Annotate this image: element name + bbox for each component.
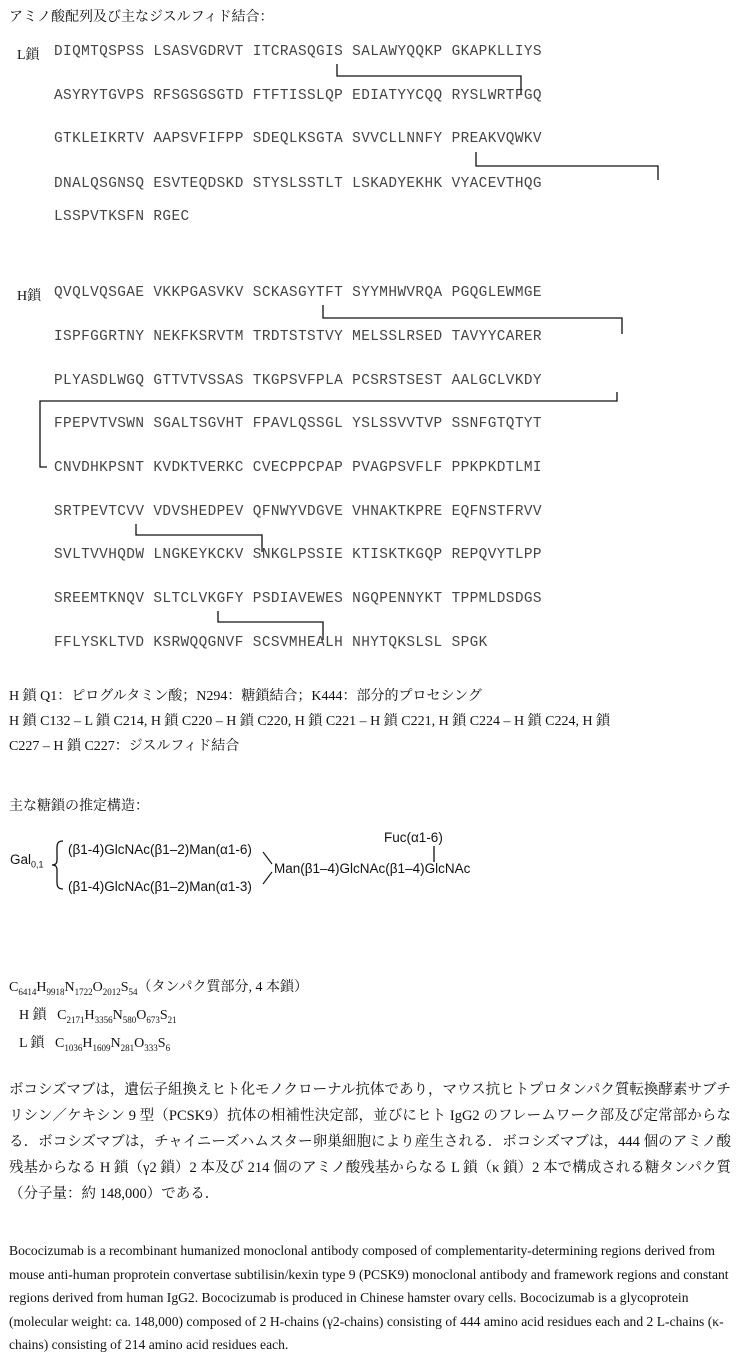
molecular-formula (9, 976, 308, 1059)
l-chain-line-3: GTKLEIKRTV AAPSVFIFPP SDEQLKSGTA SVVCLLNNFY PREAKVQWKV (54, 131, 542, 147)
glycan-title: 主な糖鎖の推定構造： (9, 799, 149, 814)
glycan-branch-top: (β1-4)GlcNAc(β1–2)Man(α1-6) (68, 842, 252, 857)
modification-notes (9, 684, 729, 759)
notes-line-1: H 鎖 Q1：ピログルタミン酸；N294：糖鎖結合；K444：部分的プロセシング (9, 689, 482, 704)
h-chain-line-7: SVLTVVHQDW LNGKEYKCKV SNKGLPSSIE KTISKTKGQP REPQVYTLPP (54, 547, 542, 563)
glycan-structure (0, 828, 737, 898)
formula-total: $C_{6414}H_{9918}N_{1722}O_{2012}S_{54}$（タンパク質部分, 4 本鎖） (9, 980, 309, 997)
h-chain-line-9: FFLYSKLTVD KSRWQQGNVF SCSVMHEALH NHYTQKSLSL SPGK (54, 635, 488, 651)
notes-line-3: C227 – H 鎖 C227：ジスルフィド結合 (9, 739, 240, 754)
description-japanese: ボコシズマブは，遺伝子組換えヒト化モノクローナル抗体であり，マウス抗ヒトプロタンパク質転換酵素サブチリシン／ケキシン 9 型（PCSK9）抗体の相補性決定部，並びにヒト IgG2 のフレームワーク部及び定常部からなる．ボコシズマブは，チャイニーズハムスター卵巣細胞により産生される．ボコシズマブは，444 個のアミノ酸残基からなる H 鎖（γ2 鎖）2 本及び 214 個のアミノ酸残基からなる L 鎖（κ 鎖）2 本で構成される糖タンパク質（分子量：約 148,000）である． (9, 1082, 731, 1202)
description-english: Bococizumab is a recombinant humanized monoclonal antibody composed of complementarity-determining regions derived from mouse anti-human proprotein convertase subtilisin/kexin type 9 (PCSK9) monoclonal antibody and framework regions and constant regions derived from human IgG2. Bococizumab is produced in Chinese hamster ovary cells. Bococizumab is a glycoprotein (molecular weight: ca. 148,000) composed of 2 H-chains (γ2-chains) consisting of 444 amino acid residues each and 2 L-chains (κ-chains) consisting of 214 amino acid residues each. (9, 1243, 729, 1352)
glycan-core: Man(β1–4)GlcNAc(β1–4)GlcNAc (274, 861, 471, 876)
h-chain-line-3: PLYASDLWGQ GTTVTVSSAS TKGPSVFPLA PCSRSTSEST AALGCLVKDY (54, 373, 542, 389)
glycan-branch-bottom: (β1-4)GlcNAc(β1–2)Man(α1-3) (68, 879, 252, 894)
h-chain-line-8: SREEMTKNQV SLTCLVKGFY PSDIAVEWES NGQPENNYKT TPPMLDSDGS (54, 591, 542, 607)
l-chain-line-5: LSSPVTKSFN RGEC (54, 209, 190, 225)
h-chain-line-4: FPEPVTVSWN SGALTSGVHT FPAVLQSSGL YSLSSVVTVP SSNFGTQTYT (54, 416, 542, 432)
l-chain-line-1: DIQMTQSPSS LSASVGDRVT ITCRASQGIS SALAWYQQKP GKAPKLLIYS (54, 44, 542, 60)
formula-l-chain: L 鎖 $C_{1036}H_{1609}N_{281}O_{333}S_6$ (19, 1035, 171, 1053)
h-chain-line-2: ISPFGGRTNY NEKFKSRVTM TRDTSTSTVY MELSSLRSED TAVYYCARER (54, 329, 542, 345)
formula-h-chain: H 鎖 $C_{2171}H_{3356}N_{580}O_{673}S_{21}$ (19, 1007, 177, 1025)
glycan-fucose: Fuc(α1-6) (384, 830, 443, 845)
l-chain-line-4: DNALQSGNSQ ESVTEQDSKD STYSLSSTLT LSKADYEKHK VYACEVTHQG (54, 176, 542, 192)
section-heading: アミノ酸配列及び主なジスルフィド結合： (9, 10, 274, 25)
h-chain-line-1: QVQLVQSGAE VKKPGASVKV SCKASGYTFT SYYMHWVRQA PGQGLEWMGE (54, 285, 542, 301)
h-chain-line-5: CNVDHKPSNT KVDKTVERKC CVECPPCPAP PVAGPSVFLF PPKPKDTLMI (54, 460, 542, 476)
brace-icon (50, 840, 66, 890)
l-chain-label: L鎖 (17, 48, 40, 63)
h-chain-label: H鎖 (17, 289, 42, 304)
fucose-link (432, 846, 436, 862)
notes-line-2: H 鎖 C132 – L 鎖 C214, H 鎖 C220 – H 鎖 C220, H 鎖 C221 – H 鎖 C221, H 鎖 C224 – H 鎖 C224, H 鎖 (9, 714, 611, 729)
l-chain-line-2: ASYRYTGVPS RFSGSGSGTD FTFTISSLQP EDIATYYCQQ RYSLWRTFGQ (54, 88, 542, 104)
h-chain-line-6: SRTPEVTCVV VDVSHEDPEV QFNWYVDGVE VHNAKTKPRE EQFNSTFRVV (54, 504, 542, 520)
glycan-gal: Gal$_{0,1}$ (10, 852, 44, 870)
